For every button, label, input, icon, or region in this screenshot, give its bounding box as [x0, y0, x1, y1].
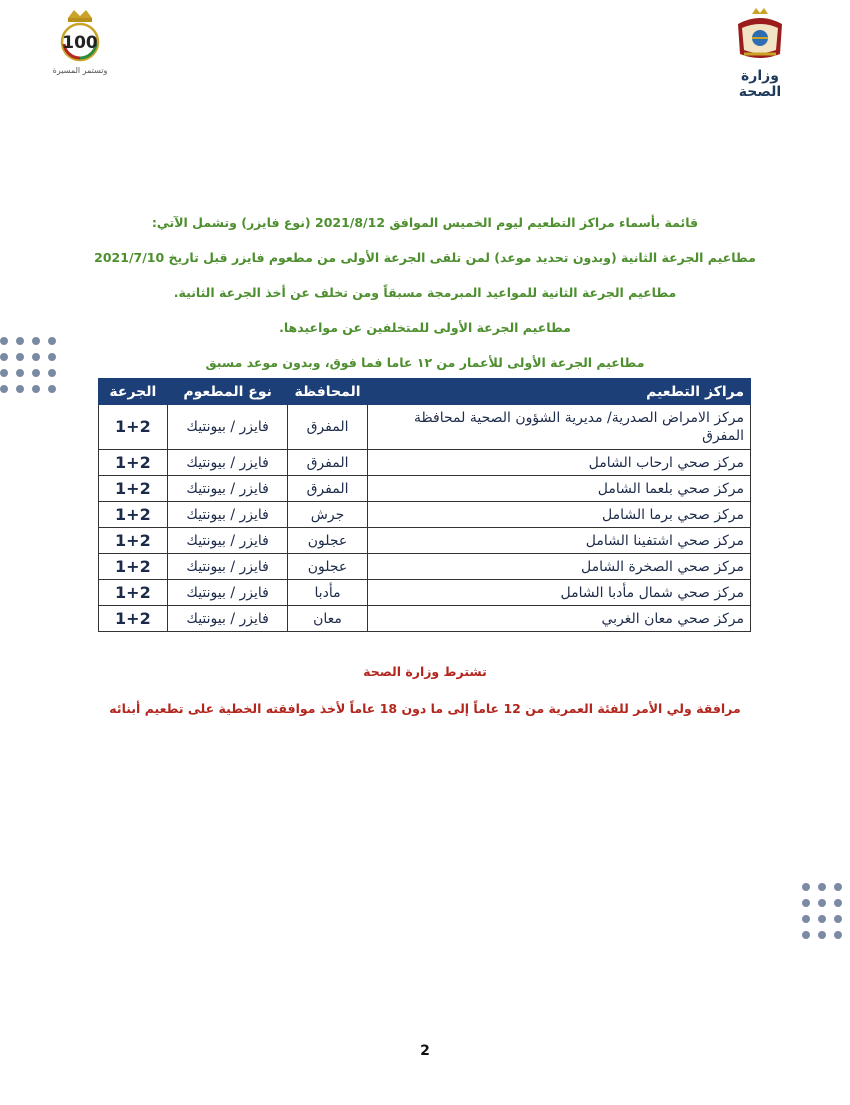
- dose: 1+2: [99, 405, 168, 450]
- centennial-logo: [48, 4, 112, 80]
- vaccine-type: فايزر / بيونتيك: [167, 405, 288, 450]
- center-name: مركز صحي ارحاب الشامل: [367, 450, 750, 476]
- vaccine-type: فايزر / بيونتيك: [167, 606, 288, 632]
- header-dose: الجرعة: [99, 379, 168, 405]
- vaccine-type: فايزر / بيونتيك: [167, 502, 288, 528]
- vaccine-type: فايزر / بيونتيك: [167, 528, 288, 554]
- center-name: مركز صحي بلعما الشامل: [367, 476, 750, 502]
- table-row: [99, 606, 751, 632]
- intro-line: مطاعيم الجرعة الأولى للأعمار من ١٢ عاما فما فوق، وبدون موعد مسبق: [205, 355, 645, 370]
- dose: 1+2: [99, 450, 168, 476]
- governorate: عجلون: [288, 528, 367, 554]
- intro-line: مطاعيم الجرعة الثانية (وبدون تحديد موعد) لمن تلقى الجرعة الأولى من مطعوم فايزر قبل تاريخ 2021/7/10: [94, 250, 756, 265]
- table-row: [99, 450, 751, 476]
- ministry-logo: [720, 4, 800, 100]
- intro-section: [90, 205, 760, 380]
- page-number: 2: [420, 1043, 430, 1059]
- coat-of-arms-icon: [730, 4, 790, 64]
- dose: 1+2: [99, 554, 168, 580]
- center-name: مركز صحي الصخرة الشامل: [367, 554, 750, 580]
- intro-line: قائمة بأسماء مراكز التطعيم ليوم الخميس الموافق 2021/8/12 (نوع فايزر) وتشمل الآتي:: [151, 215, 699, 230]
- dose: 1+2: [99, 606, 168, 632]
- header-governorate: المحافظة: [288, 379, 367, 405]
- governorate: المفرق: [288, 476, 367, 502]
- governorate: مأدبا: [288, 580, 367, 606]
- intro-line: مطاعيم الجرعة الأولى للمتخلفين عن مواعيدها.: [279, 320, 571, 335]
- center-name: مركز صحي اشتفينا الشامل: [367, 528, 750, 554]
- governorate: المفرق: [288, 450, 367, 476]
- center-name: مركز الامراض الصدرية/ مديرية الشؤون الصحية لمحافظة المفرق: [367, 405, 750, 450]
- center-name: مركز صحي معان الغربي: [367, 606, 750, 632]
- conditions-text: مرافقة ولي الأمر للفئة العمرية من 12 عاماً إلى ما دون 18 عاماً لأخذ موافقته الخطية على تطعيم أبنائه: [109, 701, 741, 716]
- header-vaccine-type: نوع المطعوم: [167, 379, 288, 405]
- ministry-name: وزارة الصحة: [738, 68, 782, 100]
- logo-tagline: وتستمر المسيرة: [52, 66, 108, 75]
- center-name: مركز صحي شمال مأدبا الشامل: [367, 580, 750, 606]
- table-header-row: [99, 379, 751, 405]
- vaccine-type: فايزر / بيونتيك: [167, 450, 288, 476]
- vaccine-type: فايزر / بيونتيك: [167, 580, 288, 606]
- intro-line: مطاعيم الجرعة الثانية للمواعيد المبرمجة مسبقاً ومن تخلف عن أخذ الجرعة الثانية.: [173, 285, 677, 300]
- vaccine-type: فايزر / بيونتيك: [167, 554, 288, 580]
- table-row: [99, 554, 751, 580]
- dose: 1+2: [99, 580, 168, 606]
- conditions-title: تشترط وزارة الصحة: [363, 664, 487, 679]
- table-row: [99, 405, 751, 450]
- decorative-dots-right: [802, 883, 850, 939]
- logo-number: 100: [62, 33, 98, 53]
- centennial-emblem-icon: [48, 4, 112, 68]
- governorate: عجلون: [288, 554, 367, 580]
- governorate: جرش: [288, 502, 367, 528]
- vaccination-centers-table: [98, 378, 751, 632]
- governorate: معان: [288, 606, 367, 632]
- center-name: مركز صحي برما الشامل: [367, 502, 750, 528]
- table-row: [99, 580, 751, 606]
- dose: 1+2: [99, 502, 168, 528]
- table-row: [99, 502, 751, 528]
- header-center: مراكز التطعيم: [367, 379, 750, 405]
- dose: 1+2: [99, 476, 168, 502]
- dose: 1+2: [99, 528, 168, 554]
- table-row: [99, 528, 751, 554]
- table-row: [99, 476, 751, 502]
- decorative-dots-left: [0, 337, 56, 393]
- governorate: المفرق: [288, 405, 367, 450]
- vaccine-type: فايزر / بيونتيك: [167, 476, 288, 502]
